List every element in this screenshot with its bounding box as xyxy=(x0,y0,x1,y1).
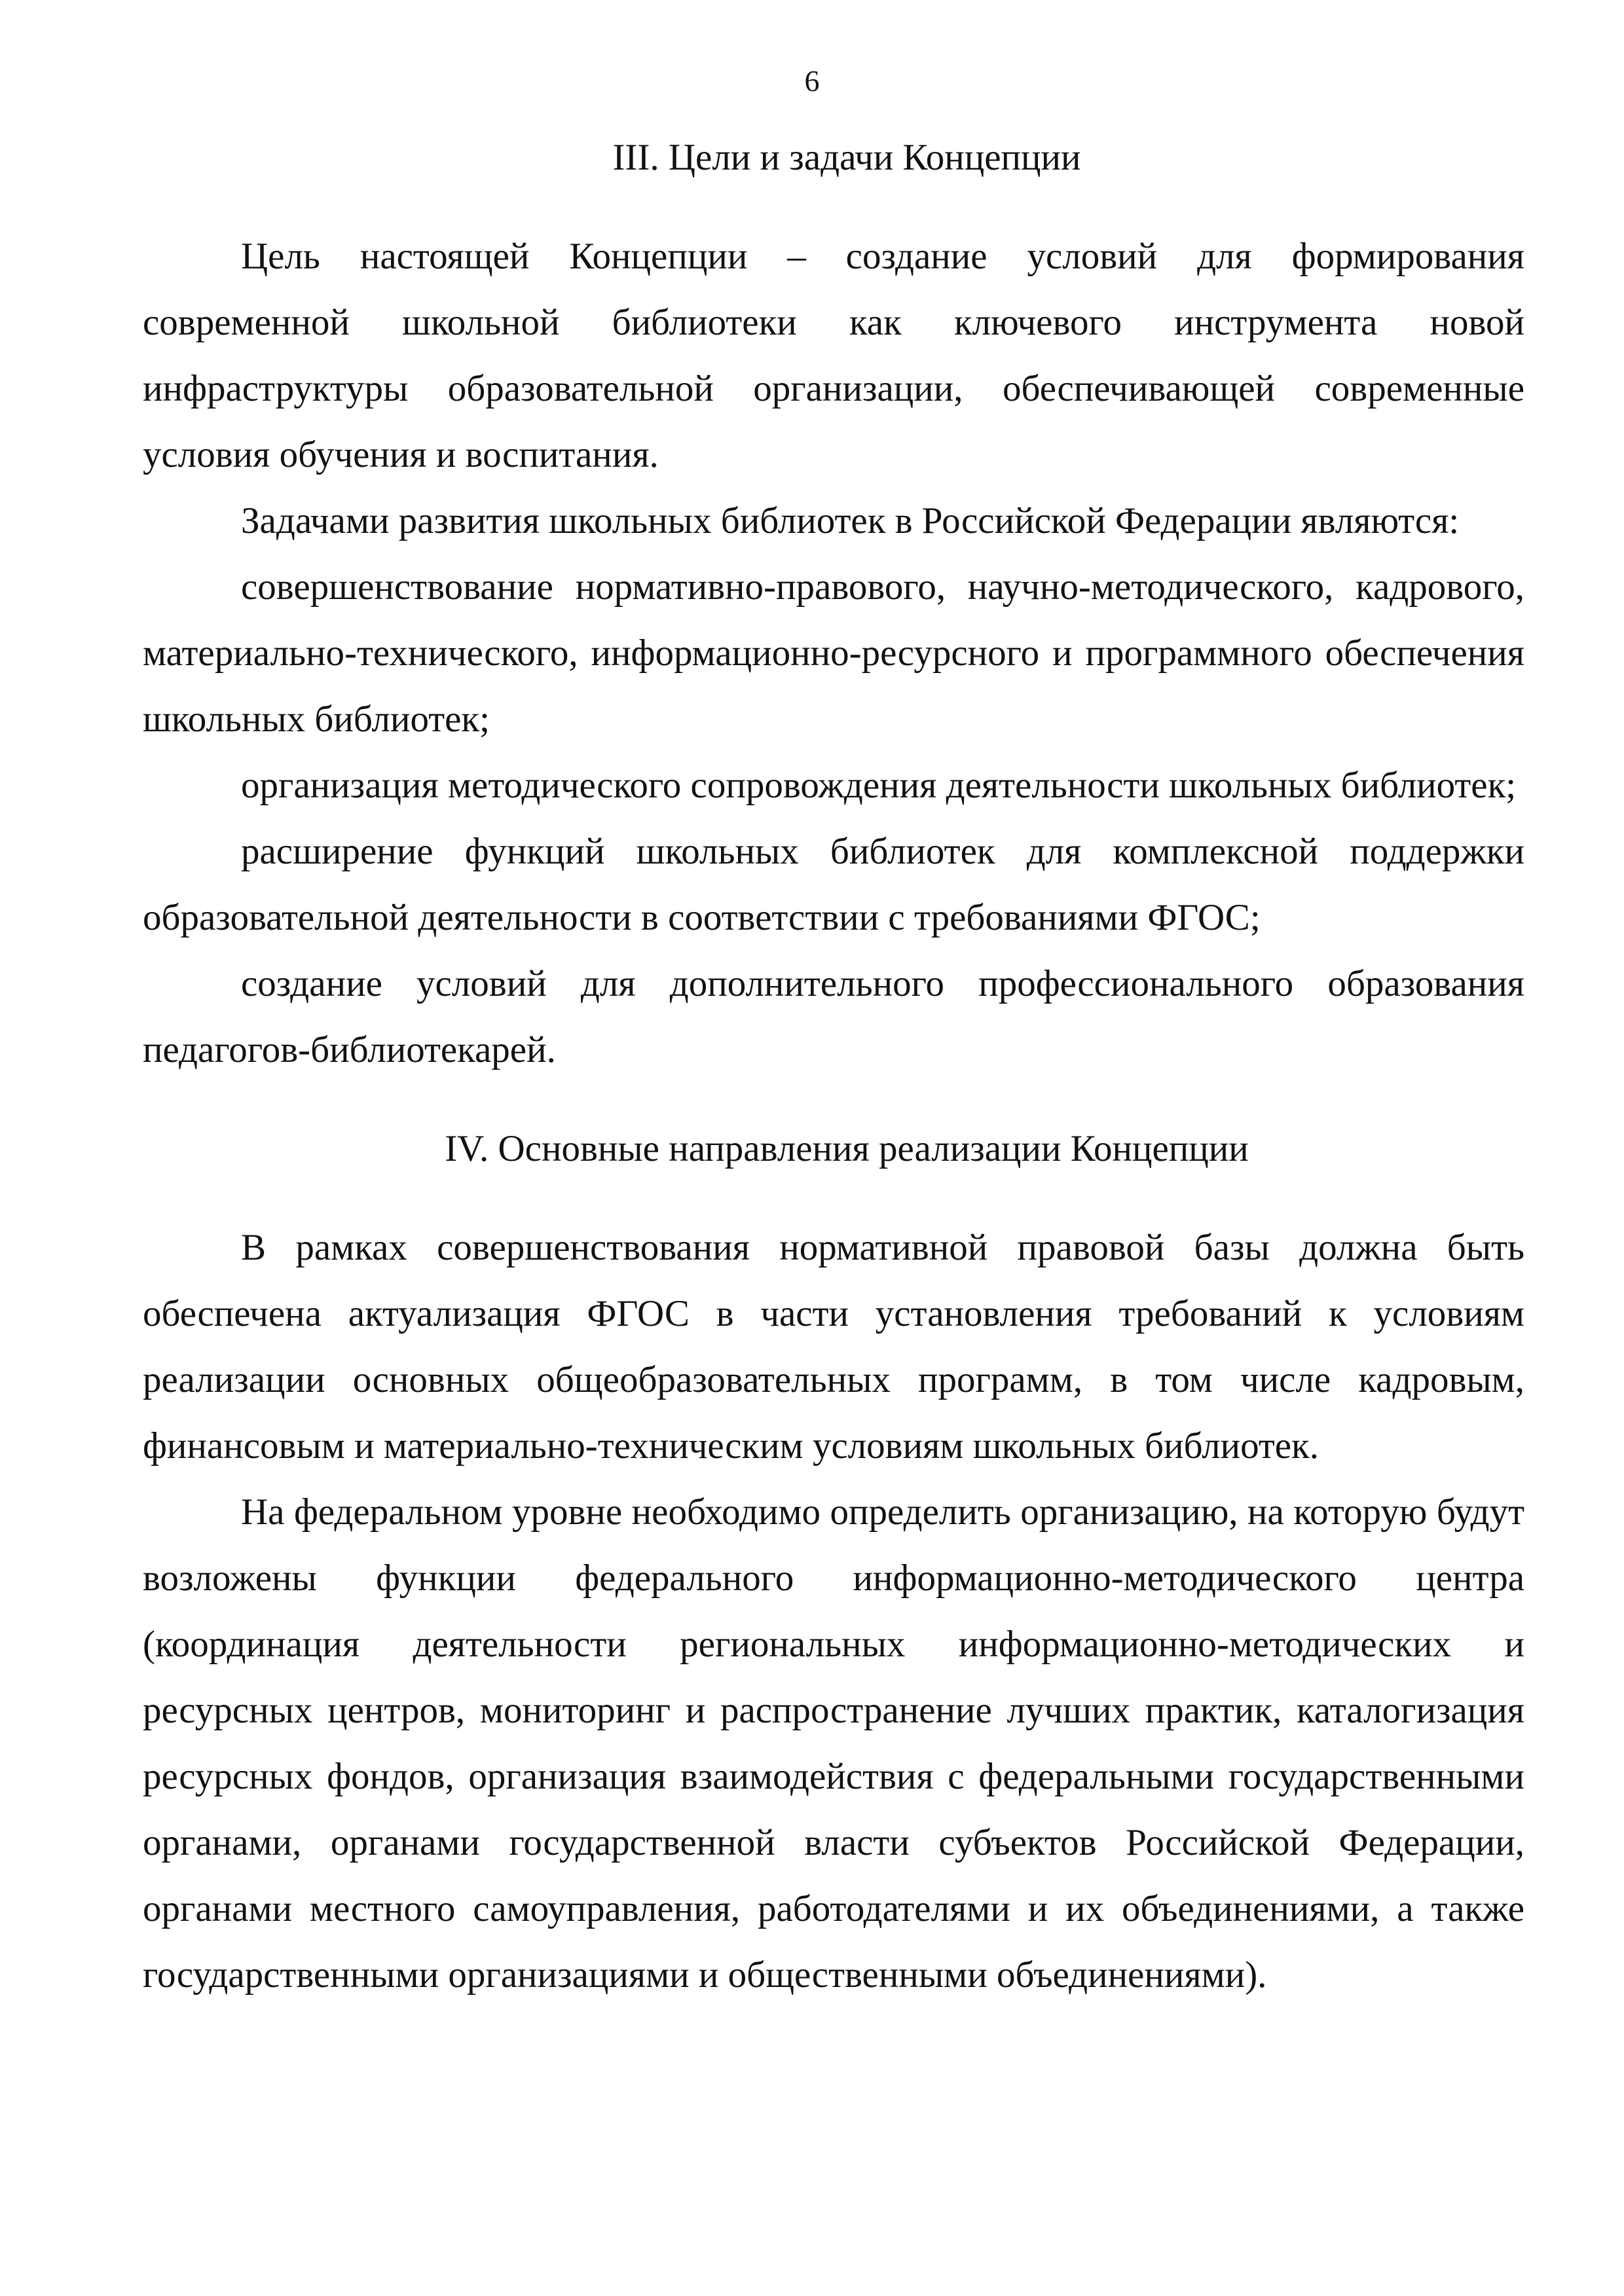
paragraph: Цель настоящей Концепции – создание условий для формирования современной школьной библиотеки как ключевого инструмента новой инфраструктуры образовательной организации, обеспечивающей современные условия обучения и воспитания. xyxy=(143,236,1524,475)
paragraph: На федеральном уровне необходимо определить организацию, на которую будут возложены функции федерального информационно-методического центра (координация деятельности региональных информационно-методических и ресурсных центров, мониторинг и распространение лучших практик, каталогизация ресурсных фондов, организация взаимодействия с федеральными государственными органами, органами государственной власти субъектов Российской Федерации, органами местного самоуправления, работодателями и их объединениями, а также государственными организациями и общественными объединениями). xyxy=(143,1491,1524,1995)
paragraph: Задачами развития школьных библиотек в Российской Федерации являются: xyxy=(241,500,1460,541)
list-item: расширение функций школьных библиотек для комплексной поддержки образовательной деятельности в соответствии с требованиями ФГОС; xyxy=(143,831,1524,938)
section-heading-directions: IV. Основные направления реализации Концепции xyxy=(445,1128,1249,1169)
list-item: создание условий для дополнительного профессионального образования педагогов-библиотекарей. xyxy=(143,963,1524,1070)
list-item: организация методического сопровождения деятельности школьных библиотек; xyxy=(241,765,1517,806)
list-item: совершенствование нормативно-правового, научно-методического, кадрового, материально-технического, информационно-ресурсного и программного обеспечения школьных библиотек; xyxy=(143,566,1524,740)
page-content xyxy=(143,124,1524,2008)
paragraph: В рамках совершенствования нормативной правовой базы должна быть обеспечена актуализация ФГОС в части установления требований к условиям реализации основных общеобразовательных программ, в том числе кадровым, финансовым и материально-техническим условиям школьных библиотек. xyxy=(143,1227,1524,1467)
page-number: 6 xyxy=(804,64,820,98)
section-heading-goals: III. Цели и задачи Концепции xyxy=(612,137,1081,178)
